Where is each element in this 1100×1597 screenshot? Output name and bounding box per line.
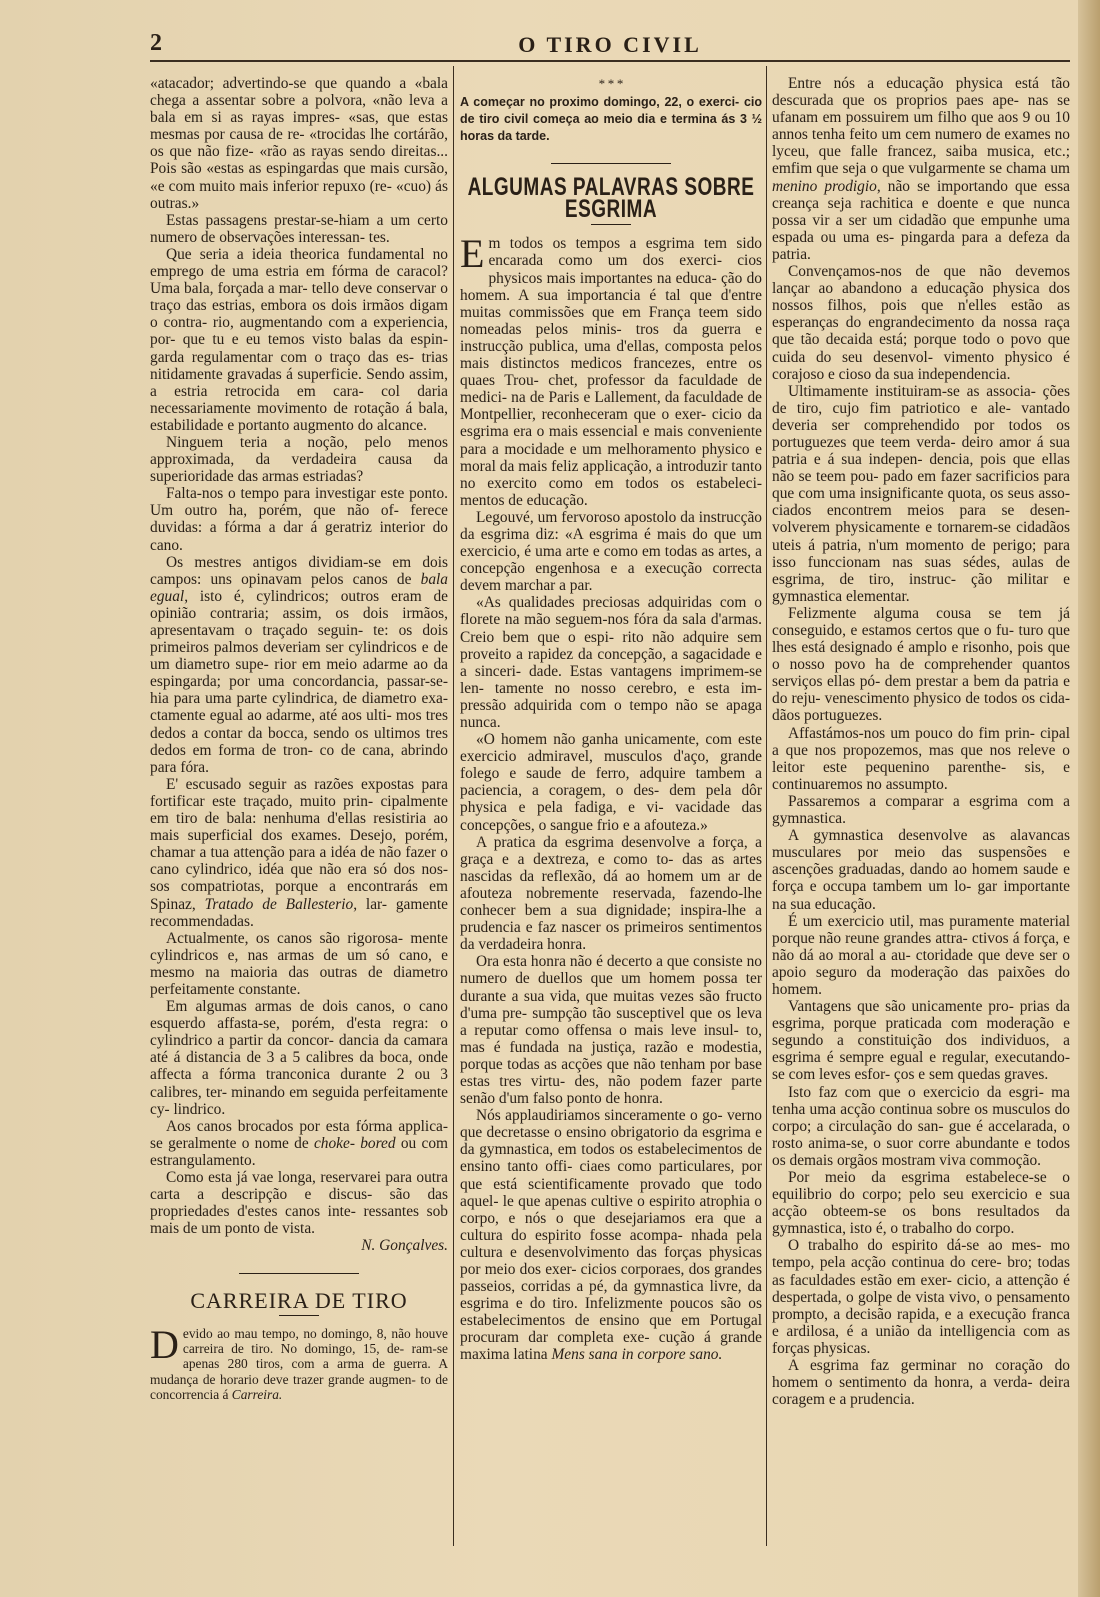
paragraph: Aos canos brocados por esta fórma applica-se geralmente o nome de choke- bored ou com estrangulamento. bbox=[150, 1117, 448, 1169]
paragraph: Nós applaudiriamos sinceramente o go- verno que decretasse o ensino obrigatorio da esgrima e da gymnastica, em todos os estabelecimentos de ensino tanto offi- ciaes como particulares, por que está scientificamente provado que todo aquel- le que apenas cultive o espirito atrophia o corpo, e nós o que desejariamos era que a cultura do espirito fosse acompa- nhada pela cultura e desenvolvimento das forças physicas por meio dos exer- cicios corporaes, dos grandes passeios, corridas a pé, da gymnastica livre, da esgrima e do tiro. Infelizmente poucos são os estabelecimentos de ensino que em Portugal procuram dar completa exe- cução á grande maxima latina Mens sana in corpore sano. bbox=[460, 1107, 762, 1364]
paragraph: Entre nós a educação physica está tão descurada que os proprios paes ape- nas se ufanam em possuirem um filho que aos 9 ou 10 annos tenha feito um cem numero de exames no lyceu, que falle francez, saiba musica, etc.; emfim que seja o que vulgarmente se chama um menino prodigio, não se importando que essa creança seja rachitica e doente e que nunca possa vir a ser um cidadão que empunhe uma espada ou uma es- pingarda para a defeza da patria. bbox=[772, 75, 1070, 263]
paragraph: E' escusado seguir as razões expostas para fortificar este traçado, muito prin- cipalmente em tiro de bala: nenhuma d'ellas resistiria ao mais superficial dos exames. Desejo, porém, chamar a tua attenção para a idéa de não fazer o cano cylindrico, idéa que não era só dos nos- sos compatriotas, porque a encontrarás em Spinaz, Tratado de Ballesterio, lar- gamente recommendadas. bbox=[150, 775, 448, 930]
column-rule-2 bbox=[766, 66, 767, 1546]
page-number: 2 bbox=[150, 30, 162, 56]
paragraph: Affastámos-nos um pouco do fim prin- cipal a que nos propozemos, mas que nos releve o leitor este pequenino parenthe- sis, e continuaremos no assumpto. bbox=[772, 724, 1070, 793]
paragraph: Os mestres antigos dividiam-se em dois campos: uns opinavam pelos canos de bala egual, isto é, cylindricos; outros eram de opinião contraria; assim, os dois irmãos, apresentavam o traçado seguin- te: os dois primeiros palmos deveriam ser cylindricos e de um diametro supe- rior em meio adarme ao da espingarda; por uma concordancia, passar-se-hia para uma parte cylindrica, de diametro exa- ctamente egual ao adarme, até aos ulti- mos tres dedos a contar da bocca, sendo os ultimos tres dedos em forma de tron- co de cana, abrindo para fóra. bbox=[150, 553, 448, 776]
article-title-esgrima: ALGUMAS PALAVRAS SOBRE ESGRIMA bbox=[467, 174, 755, 224]
short-rule bbox=[591, 224, 631, 225]
paragraph: Em todos os tempos a esgrima tem sido encarada como um dos exerci- cios physicos mais importantes na educa- ção do homem. A sua importancia é tal que d'entre muitas commissões que em França teem sido nomeadas pelos minis- tros da guerra e instrucção publica, uma d'ellas, composta pelos mais distinctos medicos francezes, entre os quaes Trou- chet, professor da faculdade de medici- na de Paris e Lallement, da faculdade de Montpellier, reconheceram que o exer- cicio da esgrima era o mais essencial e mais conveniente para a mocidade e um melhoramento physico e moral da mais feliz applicação, a introduzir tanto no exercito como em todos os estabeleci- mentos de educação. bbox=[460, 231, 762, 509]
carreira-article: Devido ao mau tempo, no domingo, 8, não houve carreira de tiro. No domingo, 15, de- ram-se apenas 280 tiros, com a arma de guerra. A mudança de horario deve trazer grande augmen- to de concorrencia á Carreira. bbox=[150, 1321, 448, 1403]
paragraph: Como esta já vae longa, reservarei para outra carta a descripção e discus- são das propriedades d'estes canos inte- ressantes sob mais de um ponto de vista. bbox=[150, 1169, 448, 1238]
column-3 bbox=[772, 75, 1070, 1408]
paragraph: «atacador; advertindo-se que quando a «bala chega a assentar sobre a polvora, «não leva a bala em si as rayas impres- «sas, que estas mesmas por causa de re- «trocidas lhe cortárão, os que não fize- «rão as rayas sendo direitas... Pois são «estas as espingardas que mais cursão, «e com muito mais inferior repuxo (re- «cuo) ás outras.» bbox=[150, 75, 448, 212]
paragraph: Ninguem teria a noção, pelo menos approximada, da verdadeira causa da superioridade das armas estriadas? bbox=[150, 433, 448, 486]
masthead: O TIRO CIVIL bbox=[518, 32, 702, 57]
paragraph: Passaremos a comparar a esgrima com a gymnastica. bbox=[772, 792, 1070, 828]
paragraph: Que seria a ideia theorica fundamental no emprego de uma estria em fórma de caracol? Uma bala, forçada a mar- tello deve conservar o traço das estrias, embora os dois irmãos digam o contra- rio, augmentando com a experiencia, por- que tu e eu temos visto balas da espin- garda regulamentar com o traço das es- trias nitidamente gravadas á superficie. Sendo assim, a estria retrocida em cara- col daria necessariamente movimento de rotação á bala, estabilidade e portanto augmento do alcance. bbox=[150, 245, 448, 434]
column-1 bbox=[150, 75, 448, 1403]
paragraph: Vantagens que são unicamente pro- prias da esgrima, porque praticada com moderação e segundo a constituição dos individuos, a esgrima é sempre egual e regular, executando-se com leves esfor- ços e sem quedas graves. bbox=[772, 998, 1070, 1084]
paragraph: A gymnastica desenvolve as alavancas musculares por meio das suspensões e ascenções graduadas, dando ao homem saude e força e occupa tambem um lo- gar importante na sua educação. bbox=[772, 827, 1070, 913]
ornament-divider bbox=[460, 155, 762, 172]
paragraph: É um exercicio util, mas puramente material porque não reune grandes attra- ctivos á força, e não dá ao moral a au- ctoridade que deve ser o apoio seguro da moderação das paixões do homem. bbox=[772, 912, 1070, 998]
paragraph: A esgrima faz germinar no coração do homem o sentimento da honra, a verda- deira coragem e a prudencia. bbox=[772, 1357, 1070, 1409]
drop-cap: E bbox=[460, 231, 485, 277]
paragraph: Estas passagens prestar-se-hiam a um certo numero de observações interessan- tes. bbox=[150, 211, 448, 246]
paragraph: Falta-nos o tempo para investigar este ponto. Um outro ha, porém, que não of- ferece duvidas: a fórma a dar á geratriz interior do cano. bbox=[150, 485, 448, 554]
paragraph: Em algumas armas de dois canos, o cano esquerdo affasta-se, porém, d'esta regra: o cylindrico a partir da concor- dancia da camara até á distancia de 3 a 5 calibres da boca, onde affecta a fórma tranconica durante 2 ou 3 calibres, ter- minando em seguida perfeitamente cy- lindrico. bbox=[150, 998, 448, 1118]
short-rule bbox=[279, 1315, 319, 1316]
paragraph: Felizmente alguma cousa se tem já conseguido, e estamos certos que o fu- turo que lhes está designado é amplo e risonho, pois que o nosso povo ha de comprehender quantos serviços ellas pó- dem prestar a bem da patria e do reju- venescimento physico de todos os cida- dãos portuguezes. bbox=[772, 604, 1070, 725]
page-edge bbox=[1078, 0, 1100, 1597]
header-rule bbox=[150, 60, 1070, 62]
paragraph: Legouvé, um fervoroso apostolo da instrucção da esgrima diz: «A esgrima é mais do que um exercicio, é uma arte e como em todas as artes, a concepção engenhosa e a execução correcta devem marchar a par. bbox=[460, 508, 762, 595]
paragraph: Actualmente, os canos são rigorosa- mente cylindricos e, nas armas de um só cano, e mesmo na maioria das outras de diametro perfeitamente constante. bbox=[150, 929, 448, 998]
paragraph: O trabalho do espirito dá-se ao mes- mo tempo, pela acção continua do cere- bro; todas as faculdades estão em exer- cicio, a attenção é despertada, o golpe de vista vivo, o pensamento prompto, a decisão rapida, e a execução franca e ardilosa, é a união da intelligencia com as forças physicas. bbox=[772, 1237, 1070, 1357]
column-rule-1 bbox=[453, 66, 454, 1546]
paragraph: «As qualidades preciosas adquiridas com o florete na mão seguem-nos fóra da sala d'armas. Creio bem que o espi- rito não adquire sem proveito a rapidez da concepção, a sagacidade e a sinceri- dade. Estas vantagens imprimem-se len- tamente no nosso cerebro, e esta im- pressão adquirida com o tempo não se apaga nunca. bbox=[460, 594, 762, 731]
drop-cap: D bbox=[150, 1321, 179, 1367]
ornament-divider bbox=[150, 1264, 448, 1281]
section-title-carreira: CARREIRA DE TIRO bbox=[190, 1287, 408, 1313]
column-2 bbox=[460, 75, 762, 1364]
notice-text: A começar no proximo domingo, 22, o exerci- cio de tiro civil começa ao meio dia e termina ás 3 ½ horas da tarde. bbox=[460, 95, 762, 144]
paragraph: «O homem não ganha unicamente, com este exercicio admiravel, musculos d'aço, grande folego e saude de ferro, adquire tambem a paciencia, a coragem, o des- dem pela dôr physica e pela fadiga, e vi- vacidade das concepções, o sangue frio e a afouteza.» bbox=[460, 731, 762, 834]
page-header bbox=[150, 30, 1070, 60]
paragraph: Isto faz com que o exercicio da esgri- ma tenha uma acção continua sobre os musculos do corpo; a circulação do san- gue é accelarada, o rosto anima-se, o suor corre abundante e todos os demais orgãos mostram viva commoção. bbox=[772, 1083, 1070, 1169]
paragraph: Ultimamente instituiram-se as associa- ções de tiro, cujo fim patriotico e ale- vantado deveria ser comprehendido por todos os portuguezes que teem verda- deiro amor á sua patria e á sua indepen- dencia, pois que ellas não se teem pou- pado em fazer sacrificios para que com uma insignificante quota, os seus asso- ciados encontrem meios para se desen- volverem physicamente e tornarem-se cidadãos uteis á patria, n'um momento de perigo; para isso funccionam nas suas sédes, aulas de esgrima, de tiro, instruc- ção militar e gymnastica elementar. bbox=[772, 382, 1070, 605]
asterism: * * * bbox=[598, 76, 624, 91]
paragraph: Por meio da esgrima estabelece-se o equilibrio do corpo; pelo seu exercicio e sua acção obteem-se os bons resultados da gymnastica, isto é, o trabalho do corpo. bbox=[772, 1169, 1070, 1238]
paragraph: Ora esta honra não é decerto a que consiste no numero de duellos que um homem possa ter durante a sua vida, que muitas vezes são fructo d'uma pre- sumpção tão susceptivel que os leva a reputar como offensa o mais leve insul- to, mas é fundada na justiça, razão e modestia, porque todas as acções que não tenham por base estas tres virtu- des, não podem fazer parte senão d'um falso ponto de honra. bbox=[460, 953, 762, 1108]
signature: N. Gonçalves. bbox=[361, 1237, 448, 1255]
paragraph: A pratica da esgrima desenvolve a força, a graça e a dextreza, e como to- das as artes nascidas da reflexão, dá ao homem um ar de afouteza nobremente reservada, fazendo-lhe conhecer bem a sua dignidade; inspira-lhe a prudencia e faz nascer os primeiros sentimentos da verdadeira honra. bbox=[460, 833, 762, 954]
paragraph: Convençamos-nos de que não devemos lançar ao abandono a educação physica dos nossos filhos, pois que n'elles estão as esperanças do engrandecimento da nossa raça que tão decaida está; porque todo o povo que cuida do seu desenvol- vimento physico é corajoso e cioso da sua independencia. bbox=[772, 263, 1070, 383]
